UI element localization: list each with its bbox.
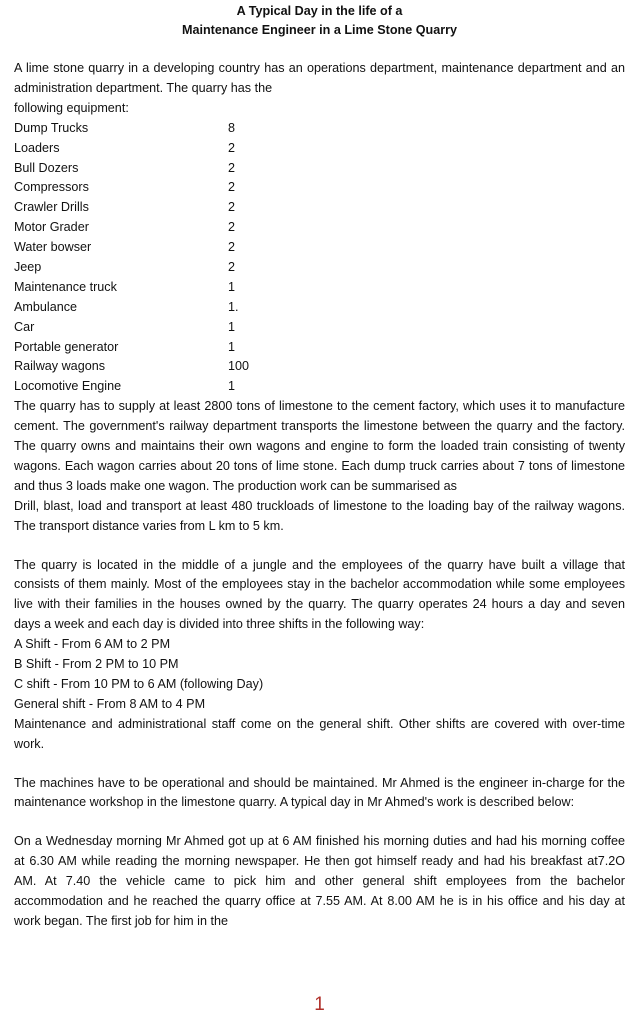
equipment-row [14, 178, 625, 198]
equipment-name: Motor Grader [14, 220, 89, 235]
equipment-name: Bull Dozers [14, 160, 79, 175]
equipment-name: Ambulance [14, 299, 78, 314]
intro-paragraph-continued: following equipment: [14, 100, 129, 115]
equipment-qty: 2 [228, 240, 236, 255]
equipment-row [14, 238, 625, 258]
location-paragraph: The quarry is located in the middle of a jungle and the employees of the quarry have built a village that consists of them mainly. Most of the employees stay in the bachelor accommodation while some employees live with their families in the houses owned by the quarry. The quarry operates 24 hours a day and seven days a week and each day is divided into three shifts in the following way: [14, 557, 625, 632]
equipment-row [14, 139, 625, 159]
intro-paragraph: A lime stone quarry in a developing country has an operations department, maintenance department and an administration department. The quarry has the [14, 61, 625, 95]
shift-item: B Shift - From 2 PM to 10 PM [14, 657, 179, 672]
equipment-name: Compressors [14, 180, 89, 195]
shift-item: General shift - From 8 AM to 4 PM [14, 696, 206, 711]
equipment-qty: 2 [228, 200, 236, 215]
equipment-name: Portable generator [14, 339, 119, 354]
equipment-row [14, 198, 625, 218]
title-line-1: A Typical Day in the life of a [236, 4, 403, 18]
equipment-row [14, 159, 625, 179]
equipment-list [14, 119, 625, 397]
equipment-row [14, 357, 625, 377]
equipment-qty: 1 [228, 319, 236, 334]
production-paragraph: Drill, blast, load and transport at least 480 truckloads of limestone to the loading bay of the railway wagons. The transport distance varies from L km to 5 km. [14, 498, 625, 533]
shift-item: C shift - From 10 PM to 6 AM (following Day) [14, 676, 264, 691]
staff-paragraph: Maintenance and administrational staff come on the general shift. Other shifts are covered with over-time work. [14, 716, 625, 751]
equipment-name: Water bowser [14, 240, 92, 255]
equipment-name: Dump Trucks [14, 120, 89, 135]
shift-list [14, 635, 625, 715]
equipment-qty: 100 [228, 359, 250, 374]
equipment-name: Jeep [14, 259, 42, 274]
equipment-row [14, 298, 625, 318]
equipment-row [14, 377, 625, 397]
title-line-2: Maintenance Engineer in a Lime Stone Quarry [181, 23, 458, 37]
machines-paragraph: The machines have to be operational and should be maintained. Mr Ahmed is the engineer in-charge for the maintenance workshop in the limestone quarry. A typical day in Mr Ahmed's work is described below: [14, 775, 625, 810]
equipment-qty: 2 [228, 220, 236, 235]
document-page [14, 2, 625, 932]
equipment-row [14, 338, 625, 358]
equipment-name: Loaders [14, 140, 60, 155]
page-number: 1 [314, 994, 325, 1015]
equipment-qty: 2 [228, 140, 236, 155]
equipment-qty: 1 [228, 339, 236, 354]
equipment-row [14, 278, 625, 298]
equipment-qty: 1. [228, 299, 239, 314]
equipment-qty: 2 [228, 160, 236, 175]
equipment-name: Crawler Drills [14, 200, 89, 215]
equipment-row [14, 119, 625, 139]
equipment-row [14, 318, 625, 338]
equipment-row [14, 218, 625, 238]
equipment-qty: 8 [228, 120, 236, 135]
equipment-name: Railway wagons [14, 359, 105, 374]
equipment-qty: 2 [228, 259, 236, 274]
supply-paragraph: The quarry has to supply at least 2800 tons of limestone to the cement factory, which uses it to manufacture cement. The government's railway department transports the limestone between the quarry and the factory. The quarry owns and maintains their own wagons and engine to form the loaded train consisting of twenty wagons. Each wagon carries about 20 tons of lime stone. Each dump truck carries about 7 tons of limestone and thus 3 loads make one wagon. The production work can be summarised as [14, 399, 625, 493]
equipment-row [14, 258, 625, 278]
equipment-name: Locomotive Engine [14, 379, 122, 394]
equipment-qty: 1 [228, 379, 236, 394]
equipment-name: Car [14, 319, 35, 334]
shift-item: A Shift - From 6 AM to 2 PM [14, 637, 171, 652]
morning-paragraph: On a Wednesday morning Mr Ahmed got up at 6 AM finished his morning duties and had his morning coffee at 6.30 AM while reading the morning newspaper. He then got himself ready and had his breakfast at7.2O AM. At 7.40 the vehicle came to pick him and other general shift employees from the bachelor accommodation and he reached the quarry office at 7.55 AM. At 8.00 AM he is in his office and his day at work began. The first job for him in the [14, 834, 625, 928]
equipment-qty: 1 [228, 279, 236, 294]
equipment-qty: 2 [228, 180, 236, 195]
equipment-name: Maintenance truck [14, 279, 117, 294]
